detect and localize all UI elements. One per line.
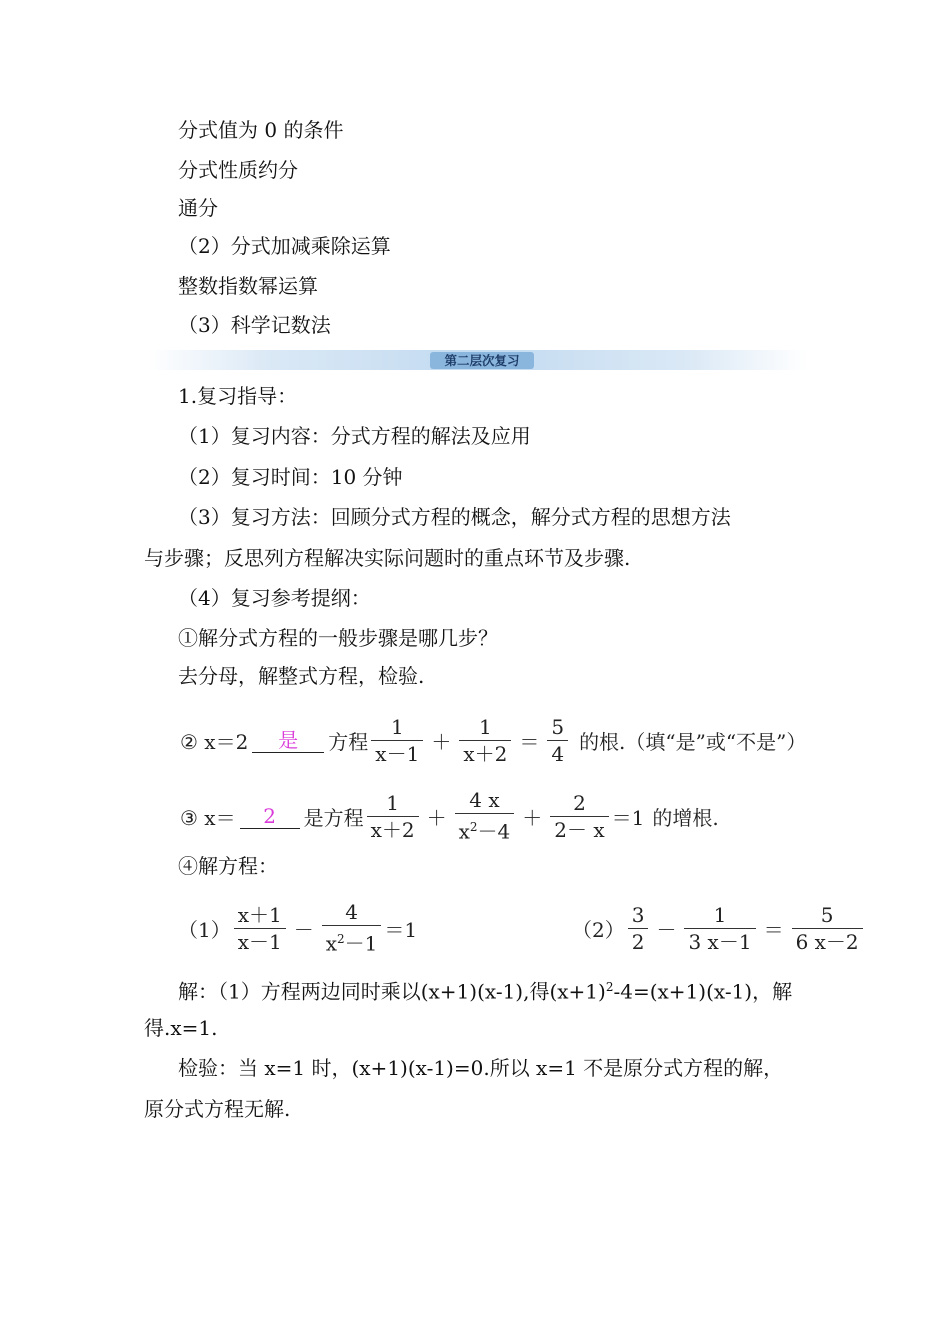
fraction-denominator: x＋2 (367, 816, 419, 841)
text-line: 分式值为 0 的条件 (178, 118, 344, 142)
solution-line-2: 得.x=1. (144, 1016, 218, 1040)
review-method-line1: （3）复习方法：回顾分式方程的概念，解分式方程的思想方法 (178, 505, 731, 529)
q3-word: 是方程 (303, 805, 364, 830)
q2-suffix: 的根.（填“是”或“不是”） (579, 729, 807, 754)
eq2-fraction-3 (792, 904, 863, 953)
fraction-numerator: 3 (631, 902, 645, 927)
fraction-denominator: 6 x－2 (792, 928, 863, 953)
review-method-line2: 与步骤；反思列方程解决实际问题时的重点环节及步骤. (144, 546, 631, 570)
den-exponent: 2 (337, 932, 345, 947)
solution-exponent: 2 (605, 980, 614, 994)
review-time: （2）复习时间：10 分钟 (178, 465, 403, 489)
question-4-title: ④解方程： (178, 854, 278, 878)
fraction-denominator: x－1 (371, 740, 423, 765)
solution-text: 解：（1）方程两边同时乘以(x+1)(x-1),得(x+1) (178, 979, 606, 1004)
text-line: 通分 (178, 196, 218, 220)
fraction-denominator (455, 813, 515, 843)
q2-word: 方程 (328, 729, 369, 754)
q3-suffix: 的增根. (652, 805, 719, 830)
q3-tail: ＝1 (611, 805, 645, 830)
fraction-numerator: 2 (573, 790, 586, 815)
fraction-denominator: 2－ x (550, 816, 608, 841)
den-var: x (325, 931, 338, 956)
eq1-label: （1） (178, 917, 231, 942)
question-3 (180, 784, 719, 848)
fraction-denominator: 4 (547, 740, 568, 765)
question-2 (180, 708, 806, 772)
eq1-tail: ＝1 (384, 917, 418, 942)
q2-fraction-2 (459, 716, 511, 765)
den-exponent: 2 (469, 820, 478, 835)
q3-fraction-3 (550, 792, 608, 841)
fraction-numerator: 1 (390, 714, 404, 739)
text-line: 分式性质约分 (178, 158, 298, 182)
q3-fraction-2 (455, 789, 515, 843)
check-line-2: 原分式方程无解. (144, 1097, 291, 1121)
eq2-fraction-1 (628, 904, 649, 953)
plus-sign: ＋ (522, 805, 543, 830)
fraction-denominator: x－1 (234, 928, 286, 953)
check-line-1: 检验：当 x=1 时，(x+1)(x-1)=0.所以 x=1 不是原分式方程的解， (178, 1056, 784, 1080)
eq2-fraction-2 (684, 904, 755, 953)
fraction-numerator: 1 (713, 902, 727, 927)
equation-2 (572, 896, 866, 960)
fraction-denominator (322, 925, 382, 955)
minus-sign: － (293, 917, 314, 942)
text-line: 整数指数幂运算 (178, 274, 318, 298)
fraction-numerator: 4 x (469, 788, 500, 813)
den-rest: －1 (344, 931, 378, 956)
answer-1: 去分母，解整式方程，检验. (178, 664, 425, 688)
den-var: x (458, 819, 470, 844)
fraction-numerator: x＋1 (237, 902, 282, 927)
q3-fraction-1 (367, 792, 419, 841)
fraction-numerator: 5 (551, 714, 565, 739)
solution-line-1 (178, 973, 792, 1006)
solution-text: -4=(x+1)(x-1)，解 (613, 979, 793, 1004)
equation-1 (178, 896, 417, 960)
fraction-denominator: 2 (628, 928, 649, 953)
review-content: （1）复习内容：分式方程的解法及应用 (178, 424, 531, 448)
fraction-denominator: x＋2 (459, 740, 511, 765)
q2-prefix: ② x＝2 (180, 729, 249, 754)
section-banner-label: 第二层次复习 (430, 352, 534, 369)
eq1-fraction-2 (322, 901, 382, 955)
fraction-numerator: 1 (478, 714, 492, 739)
fraction-numerator: 4 (345, 900, 358, 925)
q3-prefix: ③ x＝ (180, 805, 236, 830)
review-heading: 1.复习指导： (178, 384, 298, 408)
plus-sign: ＋ (431, 729, 452, 754)
q3-answer-blank: 2 (240, 804, 300, 829)
q2-answer-blank: 是 (252, 728, 324, 753)
fraction-denominator: 3 x－1 (684, 928, 755, 953)
review-outline: （4）复习参考提纲： (178, 586, 371, 610)
eq2-label: （2） (572, 917, 625, 942)
fraction-numerator: 5 (820, 902, 834, 927)
equals-sign: ＝ (519, 729, 540, 754)
q2-fraction-1 (371, 716, 423, 765)
q2-fraction-3 (547, 716, 568, 765)
question-1: ①解分式方程的一般步骤是哪几步？ (178, 626, 498, 650)
eq1-fraction-1 (234, 904, 286, 953)
plus-sign: ＋ (426, 805, 447, 830)
minus-sign: － (656, 917, 677, 942)
fraction-numerator: 1 (386, 790, 399, 815)
text-line: （2）分式加减乘除运算 (178, 234, 391, 258)
equals-sign: ＝ (763, 917, 784, 942)
den-rest: －4 (477, 819, 511, 844)
text-line: （3）科学记数法 (178, 313, 331, 337)
